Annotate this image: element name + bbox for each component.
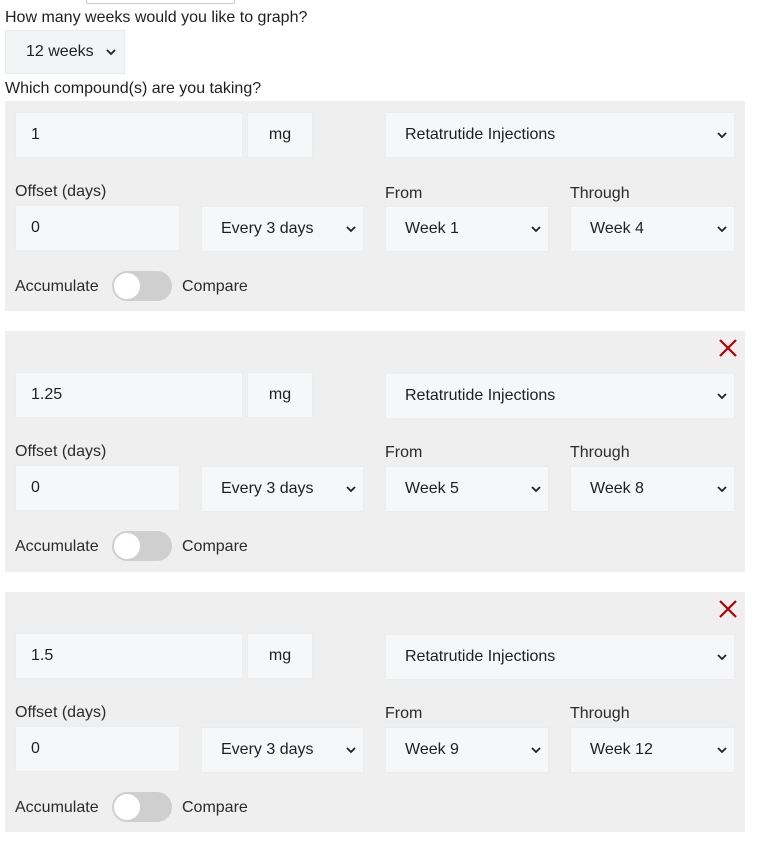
compound-select[interactable]: Retatrutide Injections (385, 112, 735, 158)
dose-input[interactable]: 1.25 (15, 372, 243, 418)
close-icon (718, 338, 738, 358)
offset-input[interactable]: 0 (15, 726, 180, 772)
through-week-select[interactable]: Week 4 (570, 206, 735, 252)
frequency-select[interactable]: Every 3 days (201, 466, 364, 512)
chevron-down-icon (529, 222, 543, 236)
chevron-down-icon (529, 482, 543, 496)
from-week-select[interactable]: Week 1 (385, 206, 549, 252)
toggle-knob (114, 533, 140, 559)
compare-label: Compare (182, 799, 248, 816)
close-icon (718, 599, 738, 619)
accumulate-compare-toggle[interactable] (112, 271, 172, 301)
from-week-select[interactable]: Week 9 (385, 727, 549, 773)
toggle-knob (114, 794, 140, 820)
offset-input[interactable]: 0 (15, 465, 180, 511)
accumulate-label: Accumulate (15, 799, 99, 816)
chevron-down-icon (715, 389, 729, 403)
unit-label: mg (247, 633, 313, 679)
compound-select[interactable]: Retatrutide Injections (385, 634, 735, 680)
weeks-question-label: How many weeks would you like to graph? (5, 9, 308, 26)
compounds-question-label: Which compound(s) are you taking? (5, 80, 262, 97)
offset-label: Offset (days) (15, 183, 107, 200)
dose-input[interactable]: 1.5 (15, 633, 243, 679)
chevron-down-icon (715, 650, 729, 664)
accumulate-label: Accumulate (15, 538, 99, 555)
through-label: Through (570, 185, 630, 202)
from-label: From (385, 185, 423, 202)
toggle-knob (114, 273, 140, 299)
accumulate-compare-toggle[interactable] (112, 792, 172, 822)
remove-compound-button[interactable] (718, 338, 738, 358)
through-week-select[interactable]: Week 8 (570, 466, 735, 512)
compound-card-3 (5, 592, 745, 832)
from-label: From (385, 705, 423, 722)
accumulate-compare-toggle[interactable] (112, 531, 172, 561)
compound-card-2 (5, 331, 745, 572)
remove-compound-button[interactable] (718, 599, 738, 619)
chevron-down-icon (529, 743, 543, 757)
chevron-down-icon (715, 128, 729, 142)
frequency-select[interactable]: Every 3 days (201, 727, 364, 773)
through-week-select[interactable]: Week 12 (570, 727, 735, 773)
chevron-down-icon (715, 743, 729, 757)
through-label: Through (570, 444, 630, 461)
unit-label: mg (247, 372, 313, 418)
offset-label: Offset (days) (15, 443, 107, 460)
chevron-down-icon (104, 45, 118, 59)
chevron-down-icon (344, 743, 358, 757)
weeks-select-value: 12 weeks (26, 43, 94, 60)
chevron-down-icon (344, 222, 358, 236)
compound-select[interactable]: Retatrutide Injections (385, 373, 735, 419)
from-label: From (385, 444, 423, 461)
offset-input[interactable]: 0 (15, 205, 180, 251)
chevron-down-icon (344, 482, 358, 496)
compare-label: Compare (182, 278, 248, 295)
offset-label: Offset (days) (15, 704, 107, 721)
from-week-select[interactable]: Week 5 (385, 466, 549, 512)
unit-label: mg (247, 112, 313, 158)
compound-card-1 (5, 101, 745, 311)
compare-label: Compare (182, 538, 248, 555)
weeks-select[interactable] (5, 30, 125, 74)
chevron-down-icon (715, 222, 729, 236)
dose-input[interactable]: 1 (15, 112, 243, 158)
accumulate-label: Accumulate (15, 278, 99, 295)
through-label: Through (570, 705, 630, 722)
chevron-down-icon (715, 482, 729, 496)
top-input-edge (86, 0, 235, 4)
frequency-select[interactable]: Every 3 days (201, 206, 364, 252)
